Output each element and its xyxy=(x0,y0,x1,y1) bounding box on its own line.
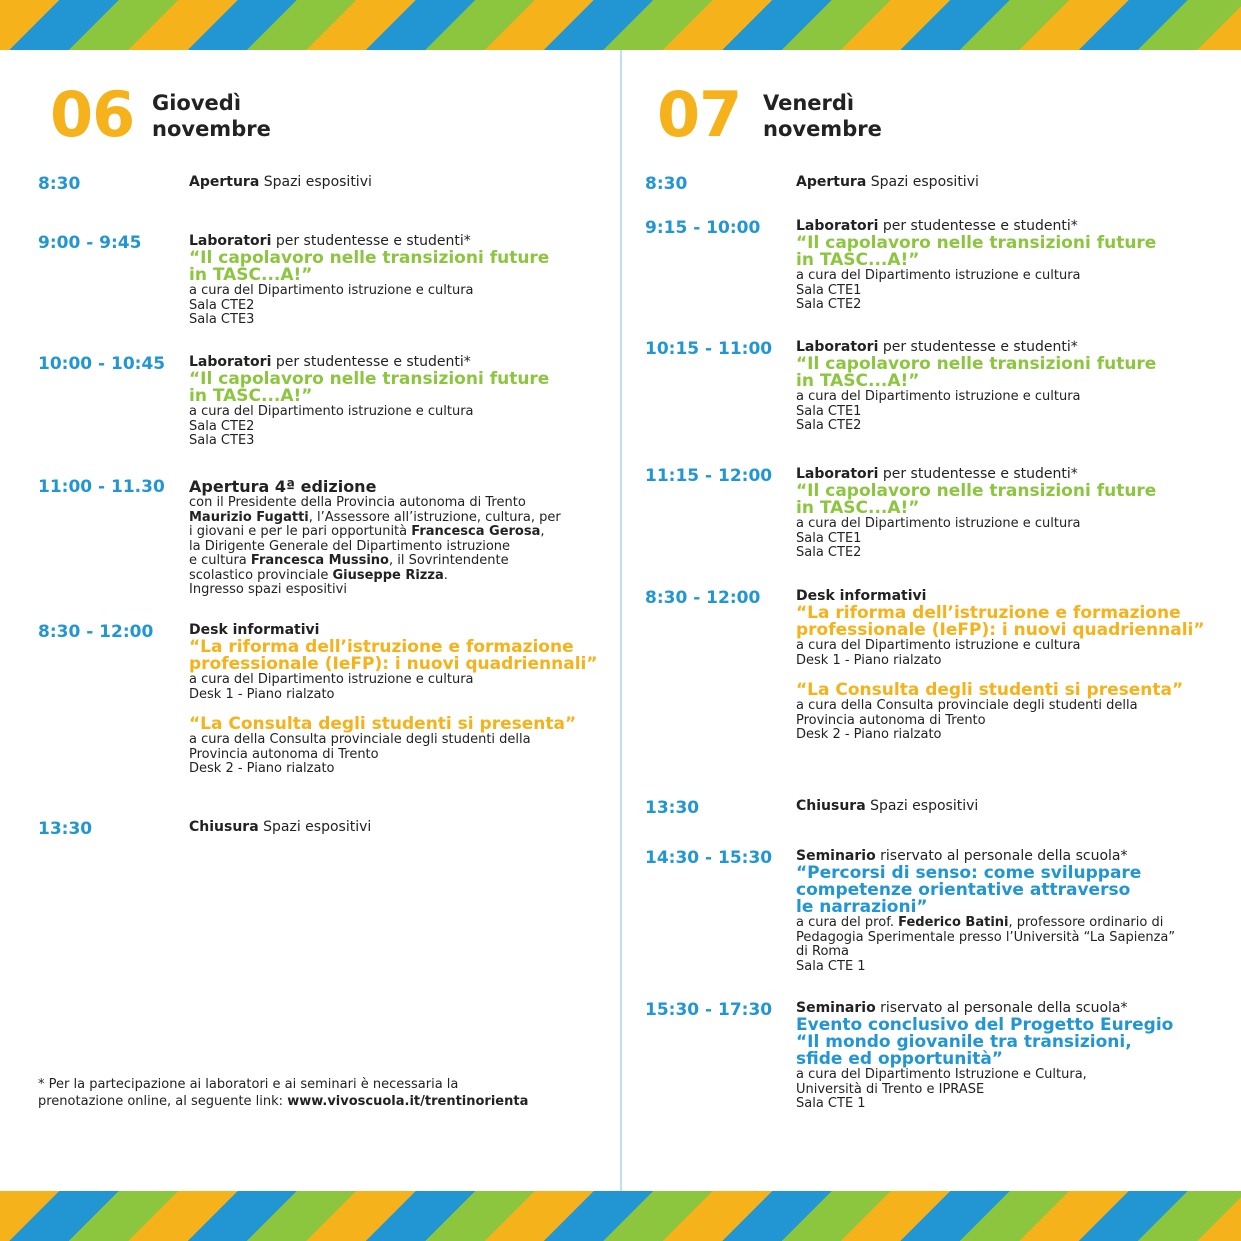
day-name: Giovedì novembre xyxy=(152,91,271,141)
event-time: 15:30 - 17:30 xyxy=(645,1000,773,1020)
event-time: 14:30 - 15:30 xyxy=(645,848,773,868)
event-time: 8:30 - 12:00 xyxy=(38,622,154,642)
event-time: 13:30 xyxy=(645,798,700,818)
event-time: 8:30 xyxy=(645,174,688,194)
event-time: 8:30 xyxy=(38,174,81,194)
registration-link[interactable]: www.vivoscuola.it/trentinorienta xyxy=(287,1094,529,1109)
event-time: 11:00 - 11.30 xyxy=(38,477,165,497)
event-time: 11:15 - 12:00 xyxy=(645,466,773,486)
event-subtitle: “La Consulta degli studenti si presenta” xyxy=(796,680,1184,700)
day-number: 07 xyxy=(657,78,742,151)
column-divider xyxy=(620,50,622,1191)
event-time: 13:30 xyxy=(38,819,93,839)
event-subtitle: “Il capolavoro nelle transizioni future xyxy=(796,354,1157,374)
day-number: 06 xyxy=(50,78,135,151)
event-time: 9:15 - 10:00 xyxy=(645,218,761,238)
event-subtitle: “Il capolavoro nelle transizioni future xyxy=(796,233,1157,253)
event-subtitle: “Il capolavoro nelle transizioni future xyxy=(189,369,550,389)
event-subtitle: “La Consulta degli studenti si presenta” xyxy=(189,714,577,734)
event-subtitle: “La riforma dell’istruzione e formazione xyxy=(796,603,1181,623)
decorative-stripe-bottom xyxy=(0,1191,1241,1241)
decorative-stripe-top xyxy=(0,0,1241,50)
event-subtitle: Evento conclusivo del Progetto Euregio xyxy=(796,1015,1174,1035)
event-time: 10:15 - 11:00 xyxy=(645,339,773,359)
event-time: 8:30 - 12:00 xyxy=(645,588,761,608)
event-time: 10:00 - 10:45 xyxy=(38,354,166,374)
event-time: 9:00 - 9:45 xyxy=(38,233,142,253)
footnote: * Per la partecipazione ai laboratori e ai seminari è necessaria la prenotazione online, al seguente link: www.vivoscuola.it/trentinorienta xyxy=(38,1077,529,1109)
event-subtitle: “Il capolavoro nelle transizioni future xyxy=(796,481,1157,501)
event-subtitle: “Percorsi di senso: come sviluppare xyxy=(796,863,1142,883)
event-subtitle: “La riforma dell’istruzione e formazione xyxy=(189,637,574,657)
event-subtitle: “Il capolavoro nelle transizioni future xyxy=(189,248,550,268)
day-name: Venerdì novembre xyxy=(763,91,882,141)
